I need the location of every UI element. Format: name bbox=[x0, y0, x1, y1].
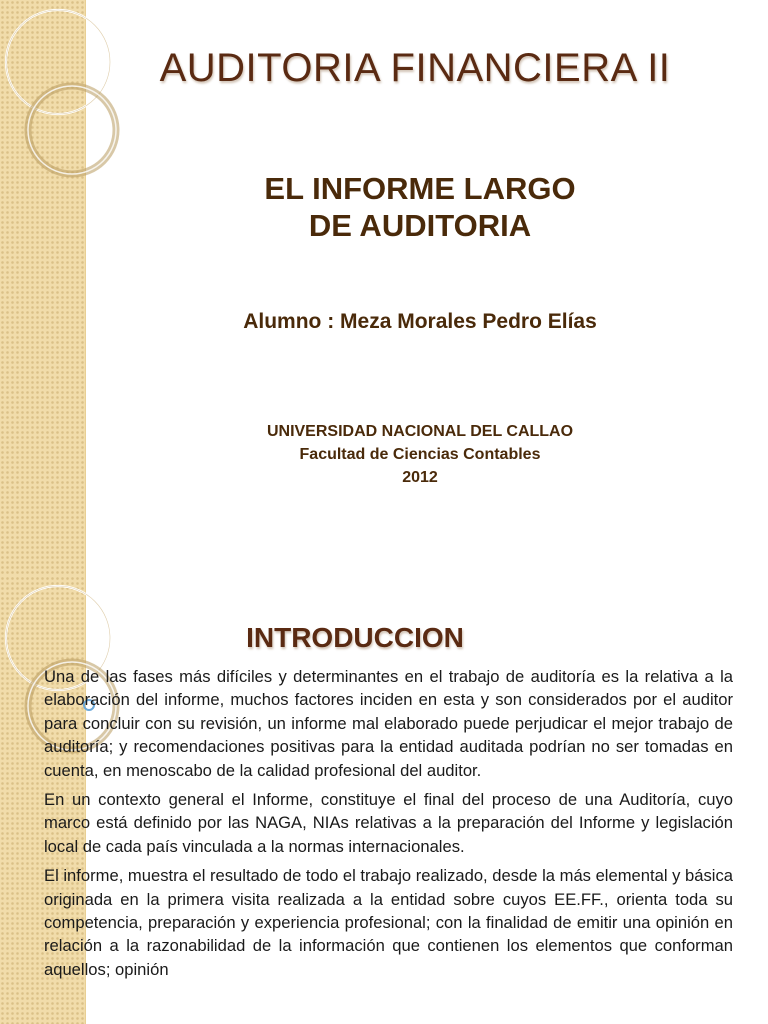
introduction-text bbox=[44, 665, 733, 987]
student-name: Alumno : Meza Morales Pedro Elías bbox=[243, 310, 597, 333]
presentation-subtitle bbox=[100, 170, 740, 244]
paragraph: El informe, muestra el resultado de todo el trabajo realizado, desde la más elemental y básica originada en la primera visita realizada a la entidad sobre cuyos EE.FF., orienta toda su competencia, preparación y experiencia profesional; con la finalidad de emitir una opinión en relación a la razonabilidad de la información que contienen los elementos que conforman aquellos; opinión bbox=[44, 866, 734, 979]
faculty-name: Facultad de Ciencias Contables bbox=[299, 446, 541, 463]
subtitle-line: EL INFORME LARGO bbox=[264, 171, 576, 206]
presentation-title: AUDITORIA FINANCIERA II bbox=[159, 46, 671, 90]
institution-block bbox=[100, 420, 740, 489]
paragraph: En un contexto general el Informe, constituye el final del proceso de una Auditoría, cuyo marco está definido por las NAGA, NIAs relativas a la preparación del Informe y legislación local de cada país vinculada a la normas internacionales. bbox=[44, 790, 733, 856]
university-name: UNIVERSIDAD NACIONAL DEL CALLAO bbox=[266, 423, 574, 440]
introduction-slide bbox=[0, 576, 768, 1024]
paragraph: Una de las fases más difíciles y determinantes en el trabajo de auditoría es la relativa a la elaboración del informe, muchos factores inciden en esta y son considerados por el auditor para concluir con su revisión, un informe mal elaborado puede perjudicar el mejor trabajo de auditoría; y recomendaciones positivas para la entidad auditada podrían no ser tomadas en cuenta, en menoscabo de la calidad profesional del auditor. bbox=[44, 667, 733, 780]
section-heading: INTRODUCCION bbox=[246, 622, 464, 653]
year: 2012 bbox=[402, 469, 438, 486]
decorative-side-strip bbox=[0, 0, 86, 576]
subtitle-line: DE AUDITORIA bbox=[308, 208, 532, 243]
